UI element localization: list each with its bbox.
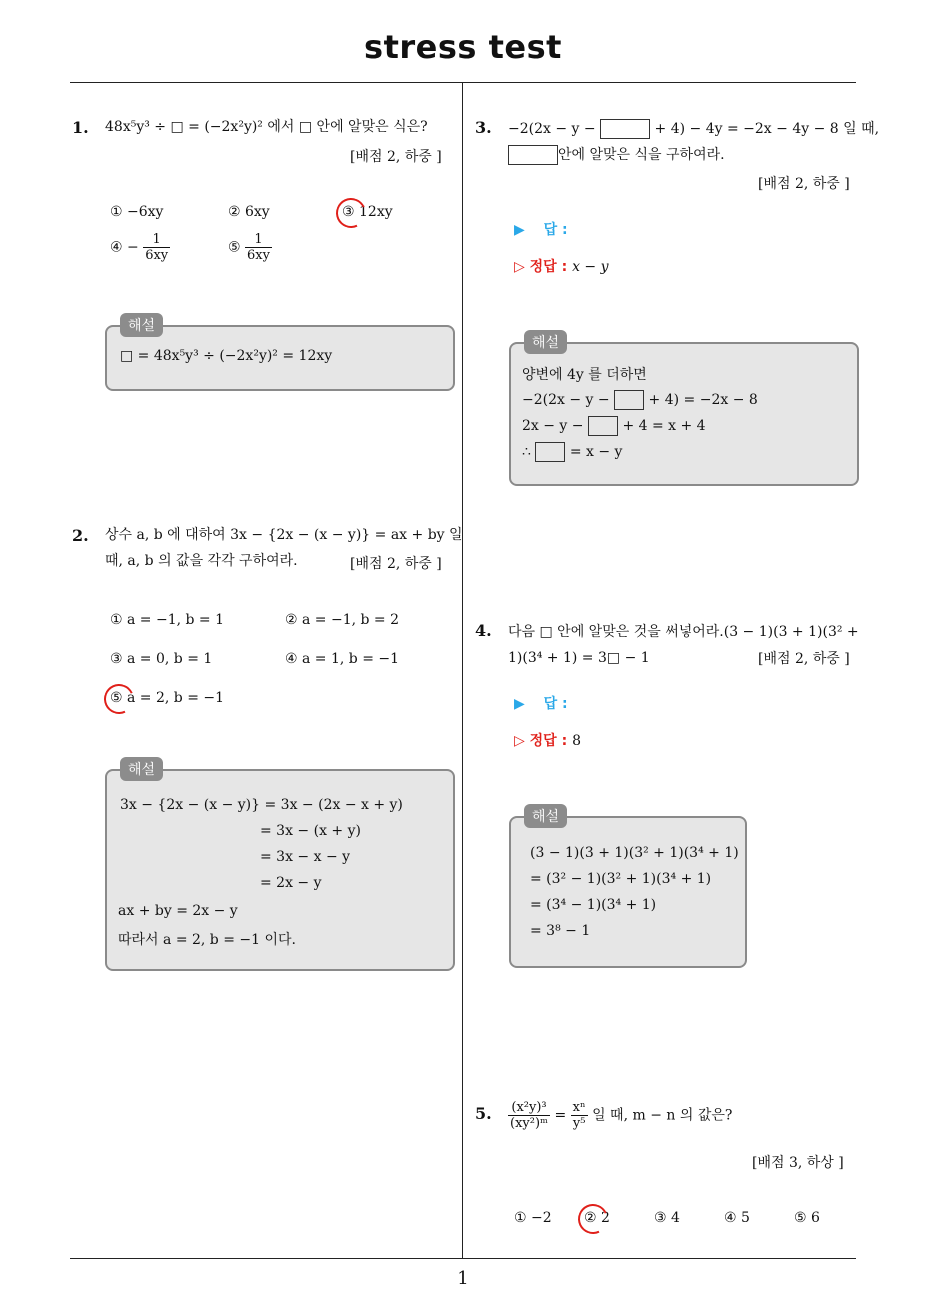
answer-blank xyxy=(535,442,565,462)
question-2-meta: [배점 2, 하중 ] xyxy=(350,556,442,572)
question-3-text-line1: −2(2x − y − + 4) − 4y = −2x − 4y − 8 일 때, xyxy=(508,121,880,137)
q4-solution-box xyxy=(509,816,747,968)
q4-solution-line: = (3⁴ − 1)(3⁴ + 1) xyxy=(530,897,657,913)
question-5-meta: [배점 3, 하상 ] xyxy=(752,1155,844,1171)
q4-correct-row: ▷ 정답 : 8 xyxy=(514,733,581,749)
question-3-number: 3. xyxy=(475,118,492,137)
q4-solution-line: = (3² − 1)(3² + 1)(3⁴ + 1) xyxy=(530,871,712,887)
top-rule xyxy=(70,82,856,83)
outline-play-icon: ▷ xyxy=(514,733,525,749)
q3-correct-row: ▷ 정답 : x − y xyxy=(514,259,609,275)
question-4-number: 4. xyxy=(475,621,492,640)
q1-option-2[interactable]: ② 6xy xyxy=(228,204,270,220)
q5-option-1[interactable]: ① −2 xyxy=(514,1210,552,1226)
question-4-meta: [배점 2, 하중 ] xyxy=(758,651,850,667)
q3-solution-line: 양변에 4y 를 더하면 xyxy=(522,367,647,383)
q1-option-5[interactable]: ⑤ $\frac{1}{6xy}$ xyxy=(228,232,270,263)
q3-solution-line: −2(2x − y − + 4) = −2x − 8 xyxy=(522,392,758,408)
q4-solution-line: (3 − 1)(3 + 1)(3² + 1)(3⁴ + 1) xyxy=(530,845,739,861)
question-4-text-line1: 다음 □ 안에 알맞은 것을 써넣어라.(3 − 1)(3 + 1)(3² + xyxy=(508,624,859,640)
q3-solution-line: 2x − y − + 4 = x + 4 xyxy=(522,418,706,434)
question-2-text-line2: 때, a, b 의 값을 각각 구하여라. xyxy=(105,553,298,569)
q2-option-4[interactable]: ④ a = 1, b = −1 xyxy=(285,651,400,667)
q1-solution-tag: 해설 xyxy=(120,313,163,337)
selected-answer-mark xyxy=(574,1200,612,1238)
answer-blank xyxy=(600,119,650,139)
q2-solution-line: = 3x − (x + y) xyxy=(260,823,361,839)
answer-blank xyxy=(614,390,644,410)
q5-option-5[interactable]: ⑤ 6 xyxy=(794,1210,820,1226)
q1-option-4[interactable]: ④ − $\frac{1}{6xy}$ xyxy=(110,232,169,263)
play-icon: ▶ xyxy=(514,222,525,238)
q2-option-1[interactable]: ① a = −1, b = 1 xyxy=(110,612,225,628)
q2-solution-line: = 2x − y xyxy=(260,875,322,891)
q5-option-2[interactable]: ② 2 xyxy=(584,1210,610,1226)
q2-solution-line: = 3x − x − y xyxy=(260,849,351,865)
page-title: stress test xyxy=(364,28,562,66)
play-icon: ▶ xyxy=(514,696,525,712)
q2-solution-line: 따라서 a = 2, b = −1 이다. xyxy=(118,932,296,948)
q3-solution-line: ∴ = x − y xyxy=(522,444,623,460)
q1-option-1[interactable]: ① −6xy xyxy=(110,204,164,220)
column-divider xyxy=(462,83,463,1258)
question-5-number: 5. xyxy=(475,1104,492,1123)
question-1-text: 48x⁵y³ ÷ □ = (−2x²y)² 에서 □ 안에 알맞은 식은? xyxy=(105,119,428,135)
q2-option-2[interactable]: ② a = −1, b = 2 xyxy=(285,612,400,628)
selected-answer-mark xyxy=(100,680,138,718)
q3-answer-row[interactable]: ▶ 답 : xyxy=(514,222,568,238)
q4-answer-row[interactable]: ▶ 답 : xyxy=(514,696,568,712)
q2-option-3[interactable]: ③ a = 0, b = 1 xyxy=(110,651,213,667)
question-1-meta: [배점 2, 하중 ] xyxy=(350,149,442,165)
answer-blank xyxy=(588,416,618,436)
outline-play-icon: ▷ xyxy=(514,259,525,275)
q1-solution-line: □ = 48x⁵y³ ÷ (−2x²y)² = 12xy xyxy=(120,348,333,364)
q5-option-3[interactable]: ③ 4 xyxy=(654,1210,680,1226)
question-4-text-line2: 1)(3⁴ + 1) = 3□ − 1 xyxy=(508,650,650,666)
q3-solution-tag: 해설 xyxy=(524,330,567,354)
q4-solution-tag: 해설 xyxy=(524,804,567,828)
question-2-number: 2. xyxy=(72,526,89,545)
q2-solution-line: 3x − {2x − (x − y)} = 3x − (2x − x + y) xyxy=(120,797,403,813)
question-3-meta: [배점 2, 하중 ] xyxy=(758,176,850,192)
selected-answer-mark xyxy=(332,194,370,232)
question-5-text: $\frac{\text{(x²y)³}}{\text{(xy²)ᵐ}}$ = $\frac{\text{xⁿ}}{\text{y⁵}}$ 일 때, m − n 의 값은? xyxy=(510,1100,733,1131)
q4-solution-line: = 3⁸ − 1 xyxy=(530,923,591,939)
question-1-number: 1. xyxy=(72,118,89,137)
question-3-text-line2: 안에 알맞은 식을 구하여라. xyxy=(508,142,725,168)
question-2-text-line1: 상수 a, b 에 대하여 3x − {2x − (x − y)} = ax + by 일 xyxy=(105,527,463,543)
q2-solution-line: ax + by = 2x − y xyxy=(118,903,238,919)
q5-option-4[interactable]: ④ 5 xyxy=(724,1210,750,1226)
q1-option-3[interactable]: ③ 12xy xyxy=(342,204,393,220)
q2-option-5[interactable]: ⑤ a = 2, b = −1 xyxy=(110,690,224,706)
q2-solution-tag: 해설 xyxy=(120,757,163,781)
bottom-rule xyxy=(70,1258,856,1259)
page-number: 1 xyxy=(457,1268,469,1289)
answer-blank xyxy=(508,145,558,165)
